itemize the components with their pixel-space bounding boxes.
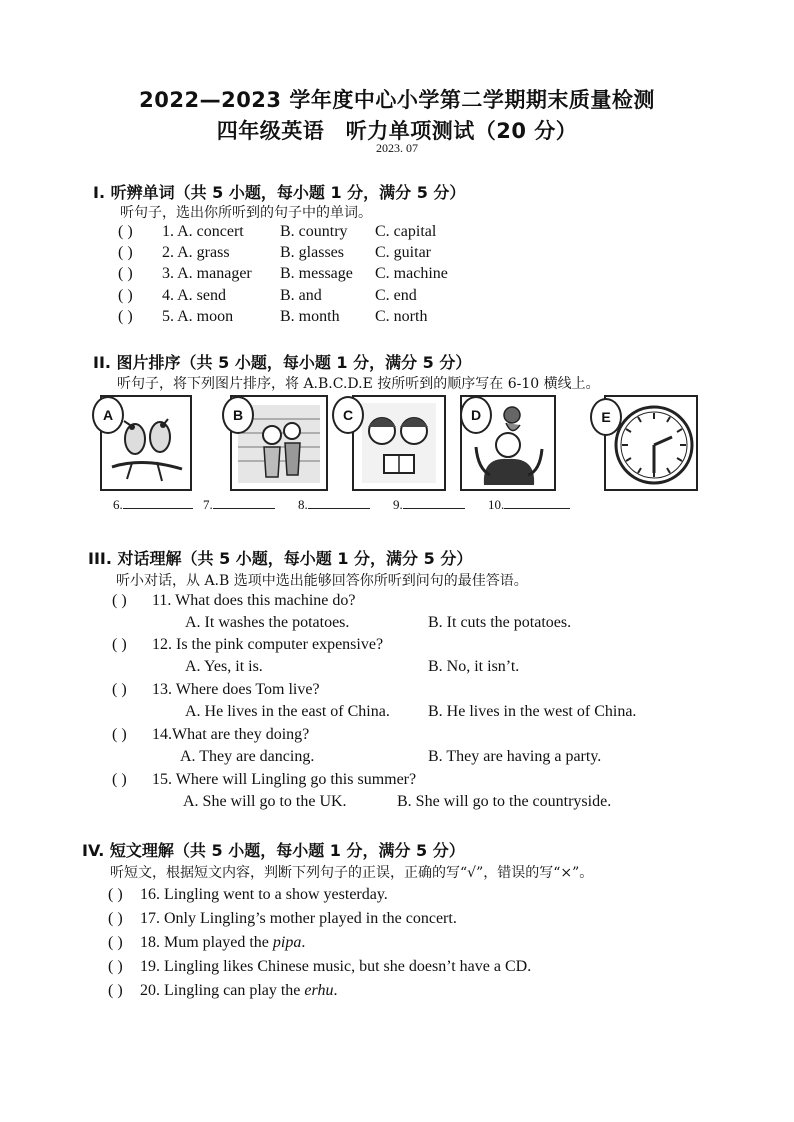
- blank-number: 6.: [113, 497, 123, 512]
- blank-number: 10.: [488, 497, 505, 512]
- q14-option-a: A. They are dancing.: [180, 748, 315, 765]
- question-5: [118, 308, 427, 326]
- question-1: [118, 223, 436, 241]
- picture-c-label: C: [332, 396, 364, 434]
- exam-subtitle: 四年级英语 听力单项测试（20 分）: [216, 119, 578, 143]
- section3-instruction: 听小对话，从 A.B 选项中选出能够回答你所听到问句的最佳答语。: [116, 573, 528, 589]
- q13-option-a: A. He lives in the east of China.: [185, 703, 390, 720]
- answer-paren[interactable]: ( ): [108, 910, 123, 927]
- answer-paren[interactable]: ( ): [112, 681, 127, 698]
- section1-heading: I. 听辨单词（共 5 小题，每小题 1 分，满分 5 分）: [93, 183, 466, 202]
- question-11: [112, 592, 356, 610]
- question-15: [112, 771, 416, 789]
- blank-6[interactable]: [113, 496, 193, 513]
- option-c: C. north: [375, 308, 428, 325]
- option-c: C. capital: [375, 223, 437, 240]
- option-c: C. machine: [375, 265, 448, 282]
- question-12: [112, 636, 383, 654]
- option-a: 1. A. concert: [162, 223, 244, 240]
- question-text: 13. Where does Tom live?: [152, 681, 320, 698]
- option-b: B. message: [280, 265, 353, 282]
- question-13: [112, 681, 320, 699]
- statement-end: .: [333, 982, 338, 999]
- exam-title: 2022—2023 学年度中心小学第二学期期末质量检测: [139, 88, 655, 112]
- section2-instruction: 听句子，将下列图片排序，将 A.B.C.D.E 按所听到的顺序写在 6-10 横线上。: [117, 376, 600, 392]
- exam-date: 2023. 07: [376, 141, 418, 155]
- answer-paren[interactable]: ( ): [118, 287, 133, 304]
- question-text: 14.What are they doing?: [152, 726, 310, 743]
- blank-9[interactable]: [393, 496, 465, 513]
- question-2: [118, 244, 431, 262]
- option-a: 4. A. send: [162, 287, 226, 304]
- section2-heading: II. 图片排序（共 5 小题，每小题 1 分，满分 5 分）: [93, 353, 472, 372]
- option-a: 2. A. grass: [162, 244, 230, 261]
- question-17: [108, 910, 457, 928]
- picture-e-label: E: [590, 398, 622, 436]
- option-c: C. guitar: [375, 244, 431, 261]
- blank-7[interactable]: [203, 496, 275, 513]
- question-14: [112, 726, 309, 744]
- answer-paren[interactable]: ( ): [112, 726, 127, 743]
- blank-number: 8.: [298, 497, 308, 512]
- answer-paren[interactable]: ( ): [108, 982, 123, 999]
- answer-paren[interactable]: ( ): [118, 308, 133, 325]
- answer-paren[interactable]: ( ): [112, 592, 127, 609]
- question-20: [108, 982, 337, 1000]
- section3-heading: III. 对话理解（共 5 小题，每小题 1 分，满分 5 分）: [88, 549, 473, 568]
- question-19: [108, 958, 531, 976]
- blank-8[interactable]: [298, 496, 370, 513]
- picture-d-label: D: [460, 396, 492, 434]
- answer-paren[interactable]: ( ): [108, 934, 123, 951]
- question-18: [108, 934, 305, 952]
- statement-emphasis: pipa: [272, 934, 302, 951]
- section1-instruction: 听句子，选出你所听到的句子中的单词。: [120, 205, 372, 221]
- question-16: [108, 886, 388, 904]
- statement-end: .: [301, 934, 306, 951]
- q12-option-b: B. No, it isn’t.: [428, 658, 520, 675]
- section4-heading: IV. 短文理解（共 5 小题，每小题 1 分，满分 5 分）: [82, 841, 465, 860]
- q11-option-b: B. It cuts the potatoes.: [428, 614, 572, 631]
- question-text: 15. Where will Lingling go this summer?: [152, 771, 417, 788]
- statement-emphasis: erhu: [304, 982, 334, 999]
- option-b: B. month: [280, 308, 340, 325]
- q15-option-a: A. She will go to the UK.: [183, 793, 347, 810]
- picture-b-label: B: [222, 396, 254, 434]
- section4-instruction: 听短文，根据短文内容，判断下列句子的正误，正确的写“√”，错误的写“×”。: [110, 865, 594, 881]
- option-b: B. country: [280, 223, 348, 240]
- answer-paren[interactable]: ( ): [108, 886, 123, 903]
- q11-option-a: A. It washes the potatoes.: [185, 614, 350, 631]
- question-text: 11. What does this machine do?: [152, 592, 356, 609]
- question-3: [118, 265, 448, 283]
- two-girls-reading-icon: [354, 397, 444, 489]
- picture-c: [352, 395, 446, 491]
- q15-option-b: B. She will go to the countryside.: [397, 793, 612, 810]
- answer-paren[interactable]: ( ): [118, 265, 133, 282]
- option-b: B. and: [280, 287, 322, 304]
- answer-paren[interactable]: ( ): [108, 958, 123, 975]
- q14-option-b: B. They are having a party.: [428, 748, 602, 765]
- q13-option-b: B. He lives in the west of China.: [428, 703, 637, 720]
- statement-text: 18. Mum played the: [140, 934, 273, 951]
- blank-10[interactable]: [488, 496, 570, 513]
- statement-text: 16. Lingling went to a show yesterday.: [140, 886, 388, 903]
- option-c: C. end: [375, 287, 417, 304]
- statement-text: 20. Lingling can play the: [140, 982, 305, 999]
- statement-text: 19. Lingling likes Chinese music, but she doesn’t have a CD.: [140, 958, 532, 975]
- statement-text: 17. Only Lingling’s mother played in the concert.: [140, 910, 457, 927]
- option-a: 5. A. moon: [162, 308, 234, 325]
- answer-paren[interactable]: ( ): [112, 636, 127, 653]
- answer-paren[interactable]: ( ): [112, 771, 127, 788]
- picture-a-label: A: [92, 396, 124, 434]
- q12-option-a: A. Yes, it is.: [185, 658, 263, 675]
- answer-paren[interactable]: ( ): [118, 223, 133, 240]
- answer-paren[interactable]: ( ): [118, 244, 133, 261]
- question-text: 12. Is the pink computer expensive?: [152, 636, 384, 653]
- question-4: [118, 287, 417, 305]
- blank-number: 7.: [203, 497, 213, 512]
- blank-number: 9.: [393, 497, 403, 512]
- option-a: 3. A. manager: [162, 265, 252, 282]
- option-b: B. glasses: [280, 244, 344, 261]
